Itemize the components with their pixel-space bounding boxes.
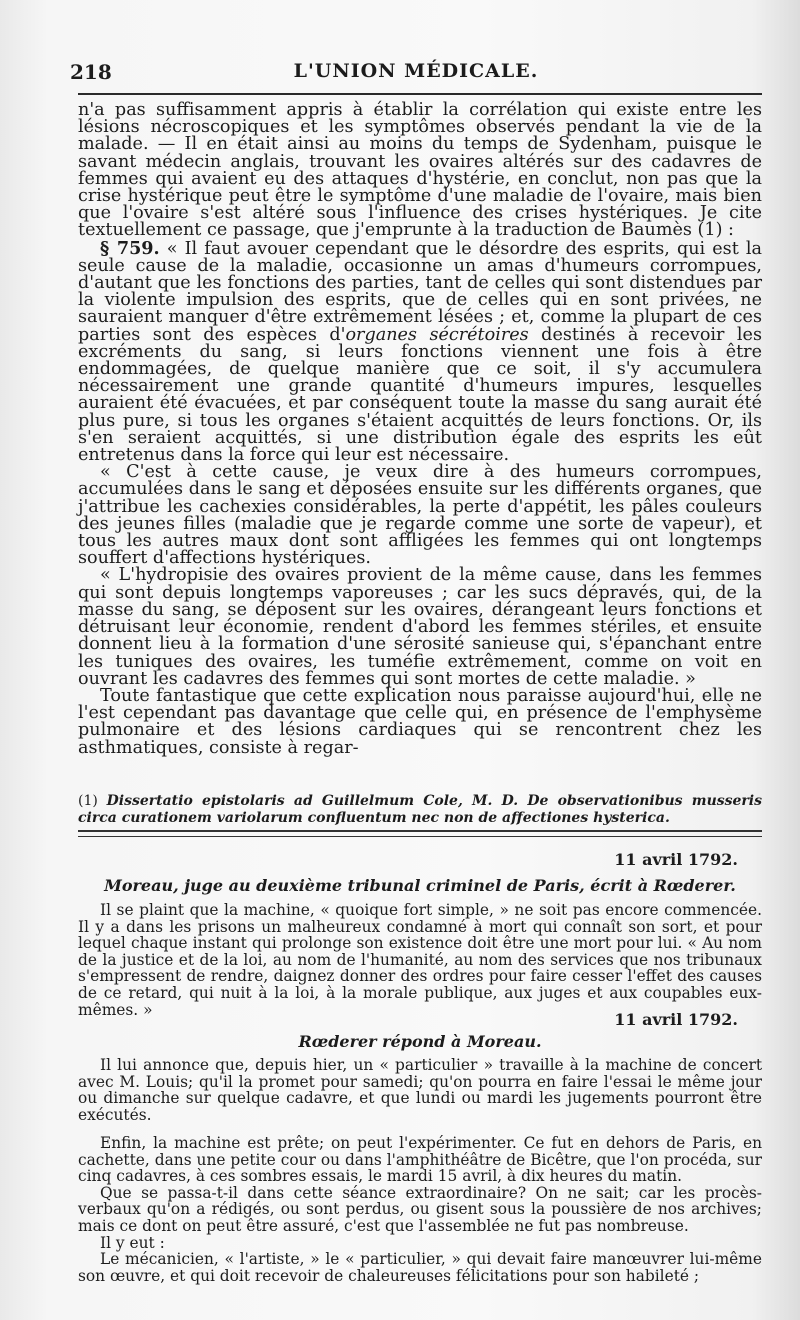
letter-date-1: 11 avril 1792. [614, 850, 738, 869]
paragraph-commentary: Toute fantastique que cette explication nous paraisse aujourd'hui, elle ne l'est cependant pas davantage que celle qui, en présence de l'emphysème pulmonaire et des lésions cardiaques qui se rencontrent chez les asthmatiques, consiste à regar- [78, 685, 762, 758]
footnote-marker: (1) [78, 793, 107, 809]
quote-part-b: destinés à recevoir les excréments du sang, si leurs fonctions viennent une fois à être endommagées, de quelque manière que ce soit, il s'y accumulera nécessairement une grande quantité d'humeurs impures, lesquelles auraient été évacuées, et par conséquent toute la masse du sang aurait été plus pure, si tous les organes s'étaient acquittés de leurs fonctions. Or, ils s'en seraient acquittés, si une distribution égale des esprits les eût entretenus dans la force qui leur est nécessaire. [78, 324, 762, 466]
closing-text [78, 1135, 762, 1284]
letter-paragraph-2: Il lui annonce que, depuis hier, un « particulier » travaille à la machine de concert avec M. Louis; qu'il la promet pour samedi; qu'on pourra en faire l'essai le même jour ou dimanche sur quelque cadavre, et que lundi ou mardi les jugements pourront être exécutés. [78, 1056, 762, 1124]
footnote-text: Dissertatio epistolaris ad Guillelmum Cole, M. D. De observationibus musseris circa curationem variolarum confluentum nec non de affectiones hysterica. [78, 793, 763, 826]
footnote [78, 793, 762, 827]
section-mark: § 759. [100, 237, 160, 259]
quote-part-a: « Il faut avouer cependant que le désordre des esprits, qui est la seule cause de la maladie, occasionne un amas d'humeurs corrompues, d'autant que les fonctions des parties, tant de celles qui sont distendues par la violente impulsion des esprits, que de celles qui en sont privées, ne sauraient manquer d'être extrêmement lésées ; et, comme la plupart de ces parties sont des espèces d' [78, 238, 762, 345]
paragraph-intro: n'a pas suffisamment appris à établir la corrélation qui existe entre les lésions nécroscopiques et les symptômes observés pendant la vie de la malade. — Il en était ainsi au moins du temps de Sydenham, puisque le savant médecin anglais, trouvant les ovaires altérés sur des cadavres de femmes qui avaient eu des attaques d'hystérie, en conclut, non pas que la crise hystérique peut être le symptôme d'une maladie de l'ovaire, mais bien que l'ovaire s'est altéré sous l'influence des crises hystériques. Je cite textuellement ce passage, que j'emprunte à la traduction de Baumès (1) : [78, 100, 762, 241]
closing-paragraph-3: Il y eut : [100, 1233, 165, 1252]
paragraph-quote-cause: « C'est à cette cause, je veux dire à des humeurs corrompues, accumulées dans le sang et déposées ensuite sur les différents organes, que j'attribue les cachexies considérables, la perte d'appétit, les pâles couleurs des jeunes filles (maladie que je regarde comme une sorte de vapeur), et tous les autres maux dont sont affligées les femmes qui ont longtemps souffert d'affections hystériques. [78, 462, 762, 569]
section-divider [78, 830, 762, 837]
quote-italic-term: organes sécrétoires [345, 324, 529, 345]
letter-date-2: 11 avril 1792. [614, 1010, 738, 1029]
closing-paragraph-4: Le mécanicien, « l'artiste, » le « particulier, » qui devait faire manœuvrer lui-même son œuvre, et qui doit recevoir de chaleureuses félicitations pour son habileté ; [78, 1250, 762, 1285]
paragraph-quote-759 [78, 237, 762, 466]
header-rule [78, 93, 762, 95]
letter-heading-2: Rœderer répond à Moreau. [298, 1032, 542, 1051]
letter-heading-1: Moreau, juge au deuxième tribunal criminel de Paris, écrit à Rœderer. [104, 876, 736, 895]
journal-title: L'UNION MÉDICALE. [293, 60, 539, 82]
article-body [78, 102, 762, 757]
letter-body-2 [78, 1057, 762, 1123]
paragraph-quote-hydropisie: « L'hydropisie des ovaires provient de la même cause, dans les femmes qui sont depuis longtemps vaporeuses ; car les sucs dépravés, qui, de la masse du sang, se déposent sur les ovaires, dérangeant leurs fonctions et détruisant leur économie, rendent d'abord les femmes stériles, et ensuite donnent lieu à la formation d'une sérosité sanieuse qui, s'épanchant entre les tuniques des ovaires, les tuméfie extrêmement, comme on voit en ouvrant les cadavres des femmes qui sont mortes de cette maladie. » [78, 565, 762, 689]
page-number: 218 [70, 60, 112, 84]
letter-paragraph-1: Il se plaint que la machine, « quoique fort simple, » ne soit pas encore commencée. Il y a dans les prisons un malheureux condamné à mort qui connaît son sort, et pour lequel chaque instant qui prolonge son existence doit être une mort pour lui. « Au nom de la justice et de la loi, au nom de l'humanité, au nom des services que nos tribunaux s'empressent de rendre, daignez donner des ordres pour faire cesser l'effet des causes de ce retard, qui nuit à la loi, à la morale publique, aux juges et aux coupables eux-mêmes. » [78, 901, 762, 1019]
closing-paragraph-1: Enfin, la machine est prête; on peut l'expérimenter. Ce fut en dehors de Paris, en cachette, dans une petite cour ou dans l'amphithéâtre de Bicêtre, que l'on procéda, sur cinq cadavres, à ces sombres essais, le mardi 15 avril, à dix heures du matin. [78, 1134, 762, 1186]
letter-body-1 [78, 902, 762, 1018]
closing-paragraph-2: Que se passa-t-il dans cette séance extraordinaire? On ne sait; car les procès-verbaux qu'on a rédigés, ou sont perdus, ou gisent sous la poussière de nos archives; mais ce dont on peut être assuré, c'est que l'assemblée ne fut pas nombreuse. [78, 1183, 762, 1235]
running-header [70, 60, 762, 90]
